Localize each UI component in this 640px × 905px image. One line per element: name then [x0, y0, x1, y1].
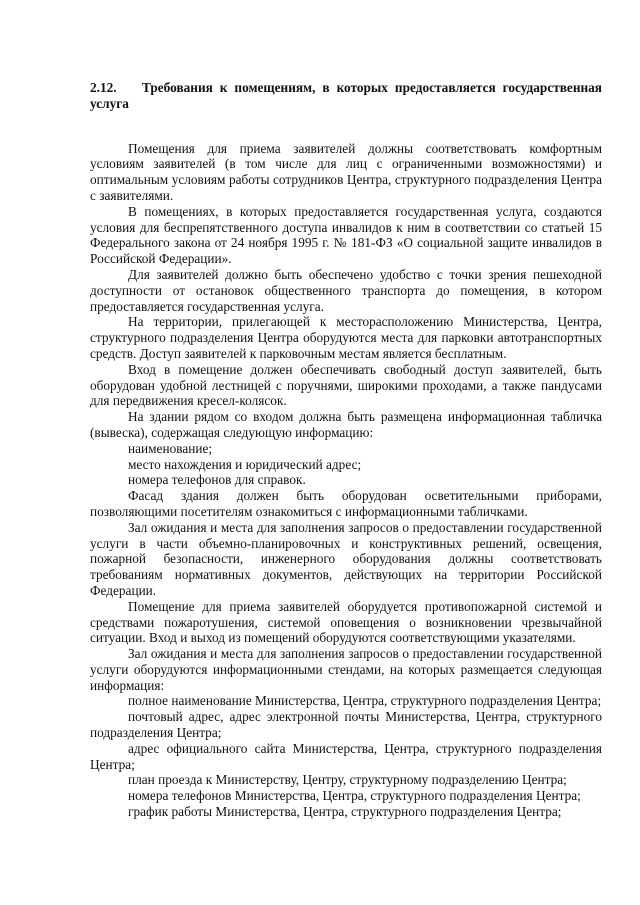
- paragraph: Вход в помещение должен обеспечивать свободный доступ заявителей, быть оборудован удобной лестницей с поручнями, широкими проходами, а также пандусами для передвижения кресел-колясок.: [90, 361, 602, 409]
- list-item: график работы Министерства, Центра, структурного подразделения Центра;: [128, 804, 562, 820]
- paragraph: Зал ожидания и места для заполнения запросов о предоставлении государственной услуги оборудуются информационными стендами, на которых размещается следующая информация:: [90, 646, 602, 693]
- paragraph: адрес официального сайта Министерства, Центра, структурного подразделения Центра;: [90, 740, 602, 772]
- list-item: план проезда к Министерству, Центру, структурному подразделению Центра;: [128, 772, 567, 788]
- paragraph: Для заявителей должно быть обеспечено удобство с точки зрения пешеходной доступности от остановок общественного транспорта до помещения, в котором предоставляется государственная услуга.: [90, 266, 602, 314]
- list-item: наименование;: [128, 440, 213, 456]
- section-title: Требования к помещениям, в которых предоставляется государственная услуга: [90, 80, 602, 111]
- document-body: [90, 80, 602, 820]
- paragraph: почтовый адрес, адрес электронной почты Министерства, Центра, структурного подразделения Центра;: [90, 709, 602, 741]
- paragraph: В помещениях, в которых предоставляется государственная услуга, создаются условия для беспрепятственного доступа инвалидов к ним в соответствии со статьей 15 Федерального закона от 24 ноября 1995 г. № 181-ФЗ «О социальной защите инвалидов в Российской Федерации».: [90, 203, 602, 267]
- list-item: номера телефонов Министерства, Центра, структурного подразделения Центра;: [128, 788, 581, 804]
- list-item: место нахождения и юридический адрес;: [128, 456, 362, 472]
- paragraph: полное наименование Министерства, Центра, структурного подразделения Центра;: [128, 693, 602, 709]
- section-heading: [90, 80, 602, 112]
- paragraph: Зал ожидания и места для заполнения запросов о предоставлении государственной услуги в части объемно-планировочных и конструктивных решений, освещения, пожарной безопасности, инженерного оборудования должны соответствовать требованиям нормативных документов, действующих на территории Российской Федерации.: [90, 519, 602, 598]
- list-item: номера телефонов для справок.: [128, 472, 306, 488]
- paragraph: На здании рядом со входом должна быть размещена информационная табличка (вывеска), содержащая следующую информацию:: [90, 409, 602, 440]
- paragraph: На территории, прилегающей к месторасположению Министерства, Центра, структурного подразделения Центра оборудуются места для парковки автотранспортных средств. Доступ заявителей к парковочным местам является бесплатным.: [90, 314, 602, 361]
- paragraph: Фасад здания должен быть оборудован осветительными приборами, позволяющими посетителям ознакомиться с информационными табличками.: [90, 488, 602, 519]
- paragraph: Помещение для приема заявителей оборудуется противопожарной системой и средствами пожаротушения, системой оповещения о возникновении чрезвычайной ситуации. Вход и выход из помещений оборудуются соответствующими указателями.: [90, 598, 602, 646]
- paragraph-list: [90, 141, 602, 820]
- paragraph: Помещения для приема заявителей должны соответствовать комфортным условиям заявителей (в том числе для лиц с ограниченными возможностями) и оптимальным условиям работы сотрудников Центра, структурного подразделения Центра с заявителями.: [90, 140, 602, 203]
- section-number: 2.12.: [90, 80, 117, 95]
